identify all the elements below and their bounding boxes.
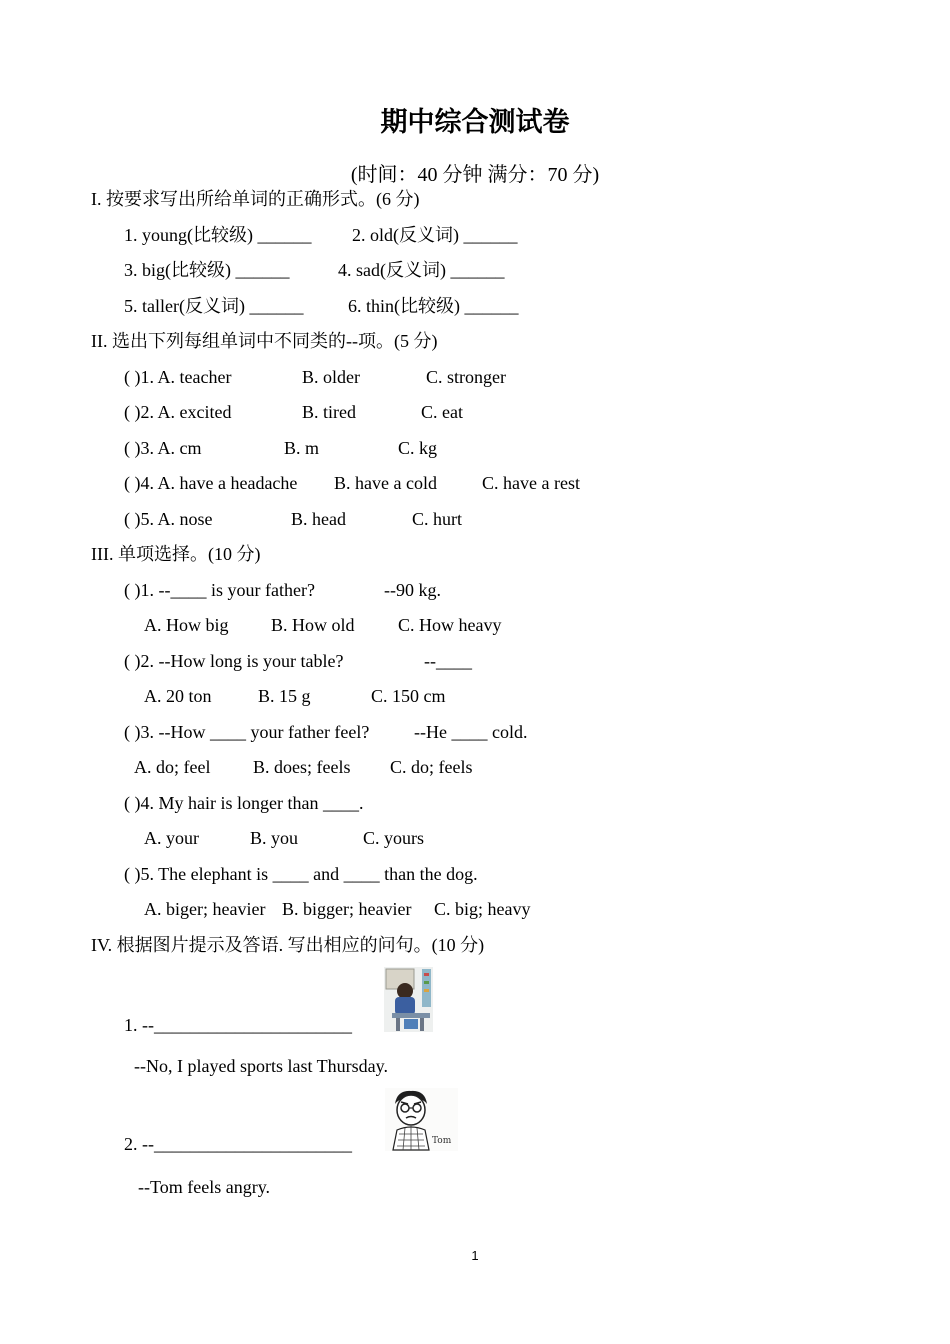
question-text: ( )2. --How long is your table?: [124, 651, 344, 671]
option-c: C. kg: [398, 438, 438, 458]
option-c: C. How heavy: [398, 615, 502, 635]
question-reply: --____: [424, 651, 472, 671]
option-b: B. bigger; heavier: [282, 899, 412, 919]
option-c: C. do; feels: [390, 757, 473, 777]
tom-caption: Tom: [432, 1136, 452, 1146]
section-1-item: 5. taller(反义词) ______: [124, 296, 304, 316]
question-text: ( )4. My hair is longer than ____.: [124, 793, 364, 813]
question-stem: ( )4. A. have a headache: [124, 473, 298, 493]
option-c: C. big; heavy: [434, 899, 531, 919]
section-1-item: 1. young(比较级) ______: [124, 225, 312, 245]
answer-text: --Tom feels angry.: [138, 1177, 271, 1197]
option-c: C. 150 cm: [371, 686, 446, 706]
question-text: ( )5. The elephant is ____ and ____ than the dog.: [124, 864, 478, 884]
section-2-heading: II. 选出下列每组单词中不同类的--项。(5 分): [91, 331, 438, 351]
section-1-heading: I. 按要求写出所给单词的正确形式。(6 分): [91, 189, 420, 209]
option-c: C. eat: [421, 402, 463, 422]
option-c: C. stronger: [426, 367, 506, 387]
section-1-item: 6. thin(比较级) ______: [348, 296, 519, 316]
answer-prompt: 2. --______________________: [124, 1134, 352, 1154]
option-a: A. biger; heavier: [144, 899, 266, 919]
option-b: B. 15 g: [258, 686, 311, 706]
boy-at-desk-illustration: [384, 967, 433, 1032]
option-c: C. yours: [363, 828, 425, 848]
section-1-item: 4. sad(反义词) ______: [338, 260, 505, 280]
section-1-item: 3. big(比较级) ______: [124, 260, 290, 280]
option-b: B. have a cold: [334, 473, 437, 493]
option-b: B. head: [291, 509, 346, 529]
subtitle-text: (时间：40 分钟 满分：70 分): [350, 164, 600, 186]
option-b: B. does; feels: [253, 757, 351, 777]
option-b: B. you: [250, 828, 299, 848]
question-stem: ( )5. A. nose: [124, 509, 213, 529]
question-text: ( )3. --How ____ your father feel?: [124, 722, 370, 742]
question-text: ( )1. --____ is your father?: [124, 580, 315, 600]
question-stem: ( )2. A. excited: [124, 402, 232, 422]
answer-prompt: 1. --______________________: [124, 1015, 352, 1035]
page-title: 期中综合测试卷: [380, 107, 570, 138]
answer-text: --No, I played sports last Thursday.: [134, 1056, 388, 1076]
option-b: B. m: [284, 438, 320, 458]
option-b: B. How old: [271, 615, 355, 635]
question-stem: ( )3. A. cm: [124, 438, 202, 458]
tom-angry-illustration: [385, 1088, 458, 1151]
option-c: C. hurt: [412, 509, 463, 529]
option-a: A. your: [144, 828, 199, 848]
question-reply: --90 kg.: [384, 580, 441, 600]
page-number: 1: [471, 1248, 479, 1263]
section-4-heading: IV. 根据图片提示及答语. 写出相应的问句。(10 分): [91, 935, 485, 955]
question-stem: ( )1. A. teacher: [124, 367, 232, 387]
section-3-heading: III. 单项选择。(10 分): [91, 544, 261, 564]
option-a: A. 20 ton: [144, 686, 212, 706]
option-a: A. do; feel: [134, 757, 211, 777]
question-reply: --He ____ cold.: [414, 722, 528, 742]
page-subtitle: [0, 162, 950, 188]
option-a: A. How big: [144, 615, 229, 635]
option-b: B. older: [302, 367, 360, 387]
option-b: B. tired: [302, 402, 356, 422]
section-1-item: 2. old(反义词) ______: [352, 225, 518, 245]
option-c: C. have a rest: [482, 473, 580, 493]
